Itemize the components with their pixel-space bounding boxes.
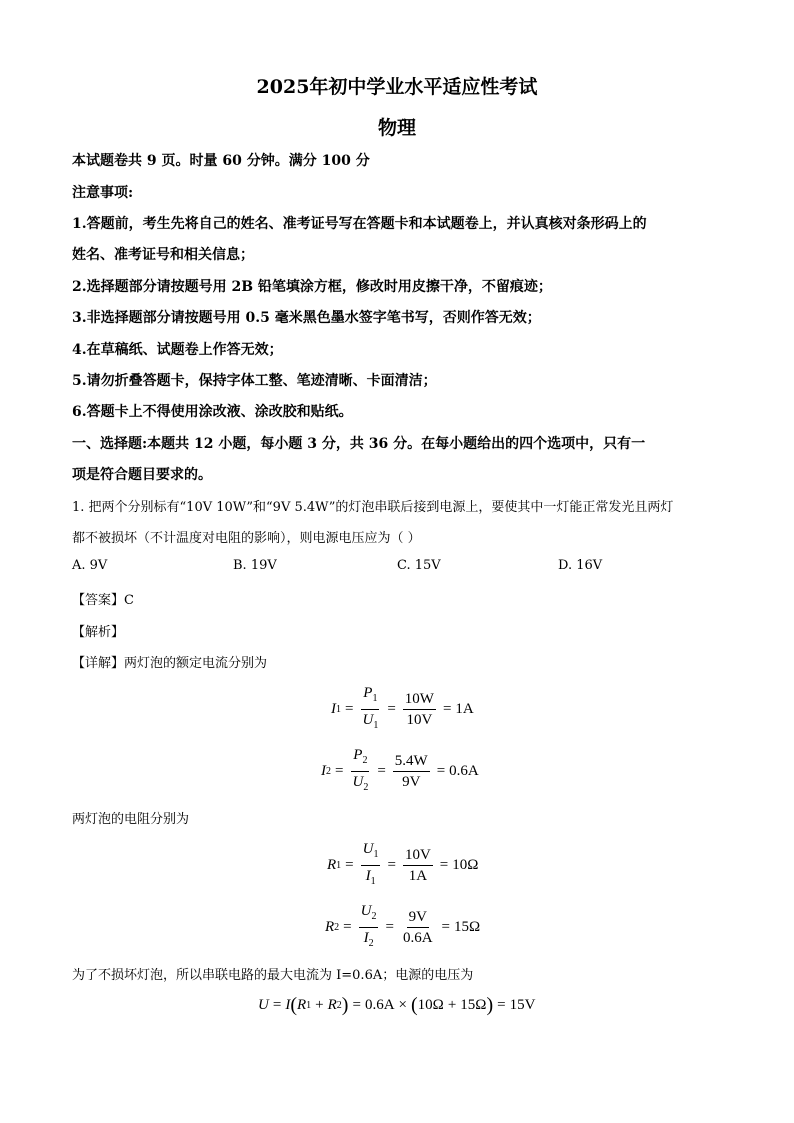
detail-text: 两灯泡的额定电流分别为 [124,656,268,671]
detail-tag: 详解 [85,656,112,671]
analysis-tag: 解析 [85,625,112,640]
equation-current-1: I 1 = $\frac{P_1}{U_1}$ = $\frac{10W}{10V}$ = 1A [331,685,474,731]
detail-line: 【详解】两灯泡的额定电流分别为 [72,656,268,671]
equation-resistance-2: R 2 = $\frac{U_2}{I_2}$ = $\frac{9V}{0.6A}$ = 15Ω [325,903,481,949]
option-b: B. 19V [233,558,277,573]
exam-info: 本试题卷共 9 页。时量 60 分钟。满分 100 分 [72,153,370,169]
exam-title: 2025年初中学业水平适应性考试 [256,76,538,98]
option-a: A. 9V [72,558,108,573]
note-item-1-line-1: 1.答题前，考生先将自己的姓名、准考证号写在答题卡和本试题卷上，并认真核对条形码上的 [72,216,647,232]
equation-current-2: I 2 = $\frac{P_2}{U_2}$ = $\frac{5.4W}{9V}$ = 0.6A [321,747,479,793]
note-item-6: 6.答题卡上不得使用涂改液、涂改胶和贴纸。 [72,404,353,420]
answer-line: 【答案】C [72,593,134,608]
option-c: C. 15V [397,558,441,573]
resistance-text: 两灯泡的电阻分别为 [72,812,190,827]
equation-source-voltage: U = I ( R 1 + R 2 ) = 0.6A × ( 10Ω + 15Ω ) = 15V [258,994,536,1016]
answer-value: C [124,593,134,608]
subject-title: 物理 [377,117,416,139]
answer-tag: 答案 [85,593,112,608]
note-item-4: 4.在草稿纸、试题卷上作答无效； [72,342,283,358]
section-heading-line-1: 一、选择题:本题共 12 小题，每小题 3 分，共 36 分。在每小题给出的四个选项中，只有一 [72,436,646,452]
note-item-3: 3.非选择题部分请按题号用 0.5 毫米黑色墨水签字笔书写，否则作答无效； [72,310,541,326]
equation-resistance-1: R 1 = $\frac{U_1}{I_1}$ = $\frac{10V}{1A}$ = 10Ω [327,841,479,887]
note-item-1-line-2: 姓名、准考证号和相关信息； [72,247,254,263]
note-item-5: 5.请勿折叠答题卡，保持字体工整、笔迹清晰、卡面清洁； [72,373,437,389]
notes-heading: 注意事项: [72,185,134,201]
option-d: D. 16V [558,558,603,573]
question-1-line-2: 都不被损坏（不计温度对电阻的影响），则电源电压应为（ ） [72,531,421,546]
conclusion-text: 为了不损坏灯泡，所以串联电路的最大电流为 I=0.6A；电源的电压为 [72,968,474,983]
note-item-2: 2.选择题部分请按题号用 2B 铅笔填涂方框，修改时用皮擦干净，不留痕迹； [72,279,552,295]
section-heading-line-2: 项是符合题目要求的。 [72,467,212,483]
question-1-line-1: 1. 把两个分别标有“10V 10W”和“9V 5.4W”的灯泡串联后接到电源上，要使其中一灯能正常发光且两灯 [72,500,674,515]
analysis-line: 【解析】 [72,625,125,640]
